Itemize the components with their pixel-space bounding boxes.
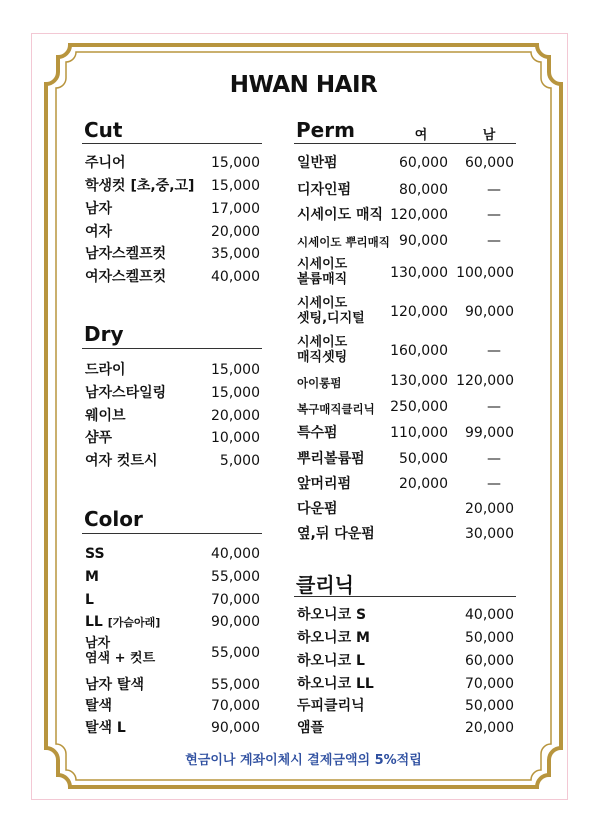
list-item-name-line2: 매직셋팅: [297, 350, 348, 365]
list-item-name-line1: 남자: [85, 636, 111, 651]
list-item-name-line1: 시세이도: [297, 335, 348, 350]
list-item-price: 70,000: [465, 676, 514, 692]
list-item-name: 여자스켈프컷: [85, 269, 167, 285]
list-item-price-female: 90,000: [399, 233, 448, 249]
perm-heading: Perm: [296, 118, 355, 142]
dash-mark: —: [487, 476, 501, 492]
list-item-price: 40,000: [465, 607, 514, 623]
list-item-name: 드라이: [85, 362, 126, 378]
list-item-name: 주니어: [85, 155, 126, 171]
list-item-price-male: 20,000: [465, 501, 514, 517]
list-item-price-male: [450, 207, 514, 223]
list-item-price: 50,000: [465, 630, 514, 646]
clinic-heading: 클리닉: [296, 573, 354, 597]
list-item-name: [297, 296, 365, 326]
list-item-name: 웨이브: [85, 408, 126, 424]
list-item-price-male: [450, 476, 514, 492]
list-item-price-female: 120,000: [390, 207, 448, 223]
list-item-name: 탈색: [85, 698, 113, 714]
list-item-name: 특수펌: [297, 425, 338, 441]
dash-mark: —: [487, 399, 501, 415]
list-item-name: 시세이도 뿌리매직: [297, 235, 390, 249]
list-item-name: 하오니코 L: [297, 653, 365, 669]
list-item-price: 55,000: [211, 677, 260, 693]
color-divider: [82, 533, 262, 534]
color-heading: Color: [84, 507, 143, 531]
list-item-name: 앞머리펌: [297, 476, 352, 492]
list-item-name: M: [85, 569, 99, 585]
cash-discount-notice: 현금이나 계좌이체시 결제금액의 5%적립: [185, 753, 422, 768]
list-item-price: 50,000: [465, 698, 514, 714]
list-item-price-female: 130,000: [390, 373, 448, 389]
list-item-name: 하오니코 LL: [297, 676, 374, 692]
dash-mark: —: [487, 207, 501, 223]
dry-heading: Dry: [84, 322, 124, 346]
list-item-price: 10,000: [211, 430, 260, 446]
list-item-price: 17,000: [211, 201, 260, 217]
list-item-price: 70,000: [211, 592, 260, 608]
list-item-price-male: 90,000: [465, 304, 514, 320]
list-item-name: 남자: [85, 201, 113, 217]
list-item-price: 90,000: [211, 720, 260, 736]
list-item-name: 복구매직클리닉: [297, 402, 375, 416]
list-item-name: 다운펌: [297, 501, 338, 517]
dash-mark: —: [487, 233, 501, 249]
cut-heading: Cut: [84, 118, 123, 142]
list-item-price-male: [450, 182, 514, 198]
list-item-price-female: 50,000: [399, 451, 448, 467]
list-item-price-male: 100,000: [456, 265, 514, 281]
list-item-price-male: 99,000: [465, 425, 514, 441]
list-item-price-female: 60,000: [399, 155, 448, 171]
list-item-price: 15,000: [211, 178, 260, 194]
list-item-name: [85, 614, 160, 631]
list-item-price: 70,000: [211, 698, 260, 714]
list-item-price: 15,000: [211, 385, 260, 401]
list-item-name: 디자인펌: [297, 182, 352, 198]
list-item-price-female: 80,000: [399, 182, 448, 198]
list-item-price-male: [450, 399, 514, 415]
list-item-name: 여자: [85, 224, 113, 240]
list-item-name: 탈색 L: [85, 720, 126, 736]
list-item-price-male: 30,000: [465, 526, 514, 542]
list-item-name: 남자스타일링: [85, 385, 167, 401]
list-item-price-male: [450, 343, 514, 359]
list-item-name: 여자 컷트시: [85, 453, 158, 469]
list-item-price-male: [450, 233, 514, 249]
list-item-price: 20,000: [211, 408, 260, 424]
list-item-name: L: [85, 592, 94, 608]
list-item-name-line2: 염색 + 컷트: [85, 651, 156, 666]
list-item-name: 하오니코 M: [297, 630, 370, 646]
list-item-name: SS: [85, 546, 105, 562]
list-item-name: 아이롱펌: [297, 376, 342, 390]
list-item-name: [85, 636, 155, 666]
list-item-name: 남자 탈색: [85, 677, 144, 693]
list-item-name: 남자스켈프컷: [85, 246, 167, 262]
list-item-name-line2: 셋팅,디지털: [297, 311, 365, 326]
list-item-price-female: 160,000: [390, 343, 448, 359]
list-item-price: 40,000: [211, 546, 260, 562]
list-item-price-female: 20,000: [399, 476, 448, 492]
list-item-name-line1: 시세이도: [297, 296, 348, 311]
list-item-price: 90,000: [211, 614, 260, 630]
list-item-note: [가슴아래]: [107, 616, 161, 629]
list-item-name: 옆,뒤 다운펌: [297, 526, 375, 542]
list-item-name-line2: 볼륨매직: [297, 272, 348, 287]
list-item-price: 55,000: [211, 645, 260, 661]
list-item-price-male: 60,000: [465, 155, 514, 171]
list-item-price: 40,000: [211, 269, 260, 285]
list-item-price-female: 110,000: [390, 425, 448, 441]
list-item-name: 뿌리볼륨펌: [297, 451, 365, 467]
list-item-price: 35,000: [211, 246, 260, 262]
list-item-name: 샴푸: [85, 430, 113, 446]
list-item-price: 15,000: [211, 362, 260, 378]
perm-divider: [294, 143, 516, 144]
list-item-name-line1: 시세이도: [297, 257, 348, 272]
dash-mark: —: [487, 451, 501, 467]
list-item-name: [297, 257, 347, 287]
dash-mark: —: [487, 182, 501, 198]
list-item-price: 20,000: [211, 224, 260, 240]
list-item-price: 15,000: [211, 155, 260, 171]
list-item-name: [297, 335, 347, 365]
list-item-price-female: 130,000: [390, 265, 448, 281]
perm-male-column-header: 남: [482, 128, 496, 143]
dry-divider: [82, 348, 262, 349]
list-item-price: 20,000: [465, 720, 514, 736]
list-item-name: 일반펌: [297, 155, 338, 171]
list-item-name: 하오니코 S: [297, 607, 367, 623]
list-item-name-main: LL: [85, 614, 103, 630]
list-item-price: 60,000: [465, 653, 514, 669]
list-item-name: 두피클리닉: [297, 698, 365, 714]
list-item-price-female: 120,000: [390, 304, 448, 320]
list-item-price-male: 120,000: [456, 373, 514, 389]
list-item-price: 55,000: [211, 569, 260, 585]
list-item-name: 학생컷 [초,중,고]: [85, 178, 195, 194]
list-item-name: 시세이도 매직: [297, 207, 384, 223]
dash-mark: —: [487, 343, 501, 359]
list-item-name: 앰플: [297, 720, 325, 736]
perm-female-column-header: 여: [414, 128, 428, 143]
list-item-price: 5,000: [219, 453, 260, 469]
list-item-price-male: [450, 451, 514, 467]
salon-title: HWAN HAIR: [229, 72, 378, 98]
list-item-price-female: 250,000: [390, 399, 448, 415]
clinic-divider: [294, 596, 516, 597]
cut-divider: [82, 143, 262, 144]
